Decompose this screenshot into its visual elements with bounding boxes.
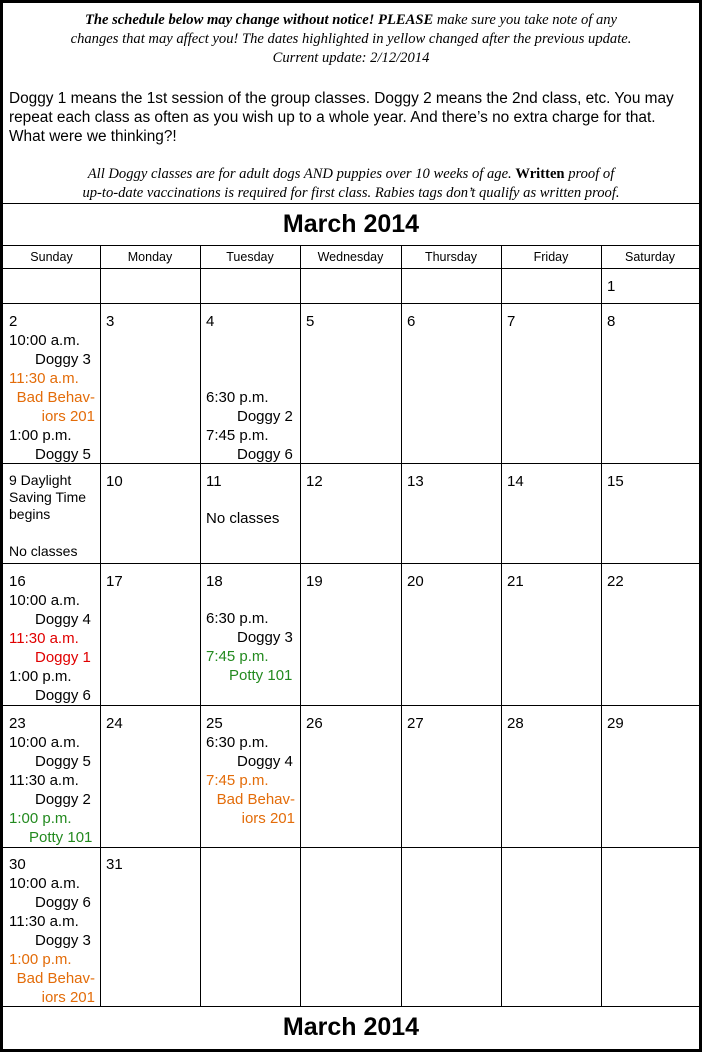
day-number: 2	[9, 313, 18, 330]
weekday-header: Saturday	[624, 250, 676, 264]
day-cell	[200, 706, 300, 828]
class-time: 10:00 a.m.	[9, 592, 80, 609]
class-time: 6:30 p.m.	[206, 734, 269, 751]
day-cell	[100, 304, 200, 331]
class-name: Doggy 3	[35, 351, 91, 368]
no-classes-note: No classes	[206, 510, 280, 527]
day-cell	[100, 464, 200, 491]
divider	[3, 268, 699, 269]
dst-note: Saving Time	[9, 489, 87, 505]
day-number: 5	[306, 313, 315, 330]
day-number: 12	[306, 473, 323, 490]
day-number: 17	[106, 573, 123, 590]
day-cell	[3, 464, 100, 560]
day-cell	[100, 706, 200, 733]
column-divider	[501, 245, 502, 1006]
day-number: 16	[9, 573, 26, 590]
class-time: 11:30 a.m.	[9, 913, 79, 930]
day-cell	[300, 464, 401, 491]
day-cell	[501, 706, 601, 733]
day-number: 15	[607, 473, 624, 490]
column-divider	[601, 245, 602, 1006]
class-time: 7:45 p.m.	[206, 772, 269, 789]
notice-line2: changes that may affect you! The dates highlighted in yellow changed after the previous update.	[70, 31, 632, 47]
day-cell	[3, 706, 100, 847]
day-number: 31	[106, 856, 123, 873]
day-number: 24	[106, 715, 123, 732]
doggy-explanation: Doggy 1 means the 1st session of the group classes. Doggy 2 means the 2nd class, etc. You may repeat each class as often as you wish up to a whole year. And there’s no extra charge for that. What were we thinking?!	[9, 90, 674, 145]
class-name: Doggy 6	[237, 446, 293, 463]
day-number: 14	[507, 473, 524, 490]
day-cell	[401, 564, 501, 591]
class-name: Doggy 3	[35, 932, 91, 949]
day-number: 28	[507, 715, 524, 732]
class-name: Bad Behav-	[216, 791, 295, 808]
day-cell	[601, 564, 699, 591]
day-number: 20	[407, 573, 424, 590]
class-name: iors 201	[41, 408, 95, 425]
class-name: Doggy 5	[35, 753, 91, 770]
class-name: iors 201	[241, 810, 295, 827]
day-number: 7	[507, 313, 516, 330]
class-time: 6:30 p.m.	[206, 389, 269, 406]
day-number: 6	[407, 313, 416, 330]
month-footer: March 2014	[282, 1013, 420, 1041]
class-name: Doggy 5	[35, 446, 91, 463]
day-number: 21	[507, 573, 524, 590]
day-number: 25	[206, 715, 223, 732]
day-cell	[401, 304, 501, 331]
day-cell	[100, 848, 200, 874]
weekday-header: Monday	[127, 250, 173, 264]
day-cell	[200, 304, 300, 464]
class-name: Doggy 1	[35, 649, 91, 666]
column-divider	[100, 245, 101, 1006]
no-classes-note: No classes	[9, 543, 78, 559]
notice-warning: The schedule below may change without notice! PLEASE	[84, 12, 434, 28]
day-cell	[3, 848, 100, 1007]
day-cell	[100, 564, 200, 591]
notice-line1: make sure you take note of any	[433, 12, 618, 28]
class-time: 10:00 a.m.	[9, 332, 80, 349]
class-time: 1:00 p.m.	[9, 427, 72, 444]
class-time: 1:00 p.m.	[9, 951, 72, 968]
column-divider	[401, 245, 402, 1006]
day-cell	[501, 304, 601, 331]
day-number: 22	[607, 573, 624, 590]
ages-line1: All Doggy classes are for adult dogs AND puppies over 10 weeks of age.	[87, 166, 516, 182]
ages-line1-end: proof of	[564, 166, 615, 182]
dst-note: begins	[9, 506, 51, 522]
class-time: 7:45 p.m.	[206, 427, 269, 444]
day-cell	[200, 464, 300, 528]
day-number: 4	[206, 313, 215, 330]
class-name: Bad Behav-	[16, 389, 95, 406]
column-divider	[300, 245, 301, 1006]
class-time: 1:00 p.m.	[9, 668, 72, 685]
day-cell	[3, 564, 100, 705]
class-name: Doggy 3	[237, 629, 293, 646]
weekday-header: Sunday	[30, 250, 73, 264]
day-cell	[401, 706, 501, 733]
day-number: 29	[607, 715, 624, 732]
day-cell	[300, 304, 401, 331]
day-cell	[300, 564, 401, 591]
class-time: 10:00 a.m.	[9, 875, 80, 892]
class-time: 11:30 a.m.	[9, 370, 79, 387]
class-time: 1:00 p.m.	[9, 810, 72, 827]
day-number: 26	[306, 715, 323, 732]
class-name: Doggy 6	[35, 687, 91, 704]
day-number: 10	[106, 473, 123, 490]
month-title: March 2014	[282, 210, 420, 238]
day-cell	[200, 564, 300, 685]
weekday-header: Thursday	[424, 250, 478, 264]
day-cell	[501, 564, 601, 591]
day-cell	[601, 706, 699, 733]
class-name: Bad Behav-	[16, 970, 95, 987]
class-time: 11:30 a.m.	[9, 772, 79, 789]
day-number: 13	[407, 473, 424, 490]
day-number: 3	[106, 313, 115, 330]
current-update: Current update: 2/12/2014	[272, 50, 430, 66]
written-emphasis: Written	[515, 166, 565, 182]
day-cell	[601, 304, 699, 331]
day-number: 30	[9, 856, 26, 873]
class-name: Doggy 4	[237, 753, 293, 770]
day-number: 9 Daylight	[9, 472, 72, 488]
class-time: 6:30 p.m.	[206, 610, 269, 627]
day-cell	[601, 269, 699, 296]
day-number: 19	[306, 573, 323, 590]
class-time: 7:45 p.m.	[206, 648, 269, 665]
weekday-header: Tuesday	[226, 250, 274, 264]
day-cell	[3, 304, 100, 464]
day-number: 1	[607, 278, 616, 295]
class-time: 10:00 a.m.	[9, 734, 80, 751]
schedule-notice	[3, 11, 699, 68]
day-number: 18	[206, 573, 223, 590]
day-number: 8	[607, 313, 616, 330]
day-cell	[300, 706, 401, 733]
age-requirements	[3, 165, 699, 203]
class-name: Doggy 6	[35, 894, 91, 911]
day-cell	[401, 464, 501, 491]
day-number: 27	[407, 715, 424, 732]
weekday-header: Wednesday	[317, 250, 384, 264]
day-cell	[501, 464, 601, 491]
day-number: 23	[9, 715, 26, 732]
ages-line2: up-to-date vaccinations is required for first class. Rabies tags don’t qualify as written proof.	[82, 185, 620, 201]
weekday-header: Friday	[533, 250, 569, 264]
class-name: Potty 101	[229, 667, 293, 684]
class-name: iors 201	[41, 989, 95, 1006]
class-time: 11:30 a.m.	[9, 630, 79, 647]
class-name: Doggy 2	[35, 791, 91, 808]
day-cell	[601, 464, 699, 491]
class-name: Potty 101	[29, 829, 93, 846]
day-number: 11	[206, 473, 222, 490]
class-name: Doggy 4	[35, 611, 91, 628]
class-name: Doggy 2	[237, 408, 293, 425]
